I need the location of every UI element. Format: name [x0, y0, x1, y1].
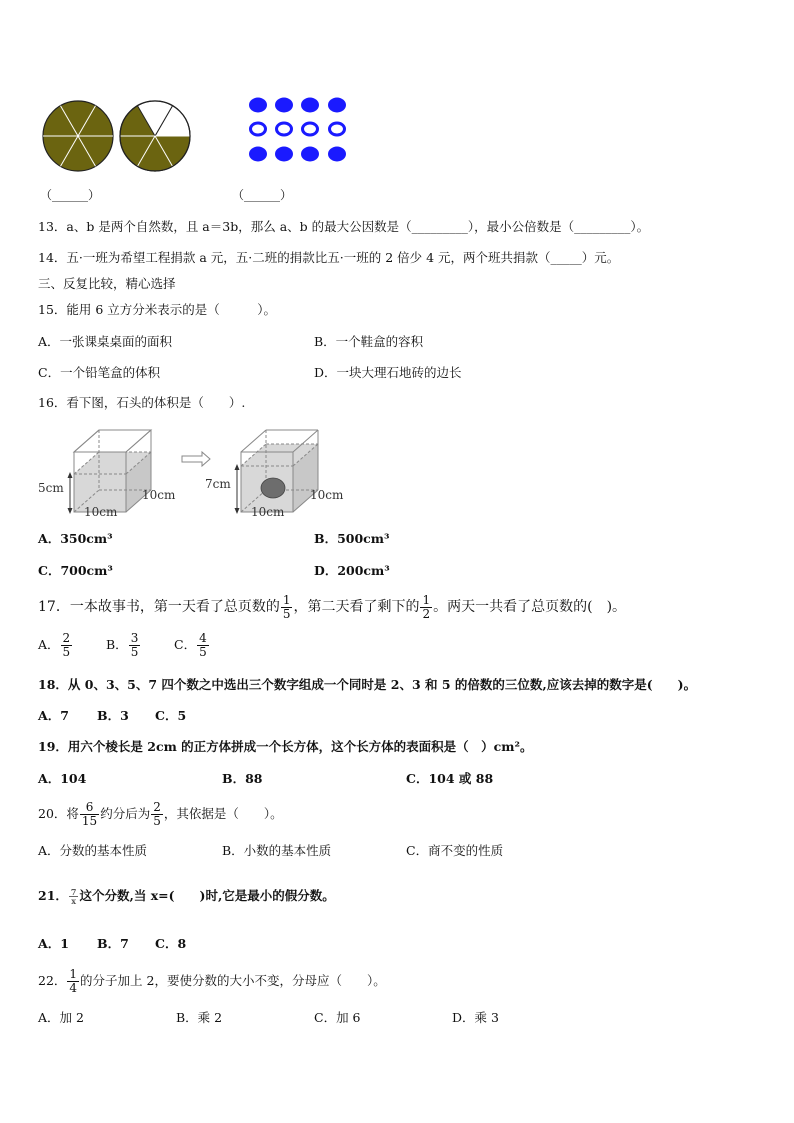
denominator: 2 — [422, 606, 431, 621]
option-a[interactable]: A．7 — [38, 708, 69, 723]
denominator: 5 — [62, 645, 71, 659]
question-14 — [38, 250, 619, 266]
question-22 — [38, 964, 386, 998]
question-text: 约分后为 — [100, 806, 151, 821]
tank2-depth-label: 10cm — [310, 488, 344, 502]
option-b[interactable]: B．一个鞋盒的容积 — [314, 334, 424, 349]
question-number: 21． — [38, 888, 68, 903]
transition-arrow — [182, 452, 210, 466]
question-text: 从 0、3、5、7 四个数之中选出三个数字组成一个同时是 2、3 和 5 的倍数的三位数,应该去掉的数字是( )。 — [67, 677, 697, 692]
dot — [275, 98, 293, 113]
question-18 — [38, 677, 696, 693]
question-number: 17． — [38, 599, 70, 615]
dot — [275, 147, 293, 162]
ring — [330, 123, 345, 135]
option-a[interactable]: A．加 2 — [38, 1010, 84, 1025]
option-label: B． — [106, 637, 128, 652]
option-d[interactable]: D．乘 3 — [452, 1010, 499, 1025]
section-heading: 三、反复比较，精心选择 — [38, 276, 176, 291]
question-number: 18． — [38, 677, 68, 692]
option-a[interactable]: A．104 — [38, 771, 87, 786]
tank2-height-label: 7cm — [205, 477, 231, 491]
numerator: 6 — [85, 800, 94, 814]
option-b[interactable]: B．88 — [222, 771, 263, 786]
tank2-width-label: 10cm — [251, 505, 285, 519]
question-text: ，其依据是（ ）。 — [163, 806, 283, 821]
numerator: 2 — [62, 631, 71, 645]
question-number: 16． — [38, 395, 67, 410]
question-text: 用六个棱长是 2cm 的正方体拼成一个长方体，这个长方体的表面积是（ ）cm²。 — [67, 739, 533, 754]
ring — [277, 123, 292, 135]
tank1-height-label: 5cm — [38, 481, 64, 495]
option-b[interactable] — [106, 630, 141, 660]
denominator: 5 — [282, 606, 291, 621]
question-text: 的分子加上 2，要使分数的大小不变，分母应（ ）。 — [80, 973, 386, 988]
option-b[interactable]: B．7 — [97, 936, 129, 951]
question-15 — [38, 302, 276, 318]
question-number: 20． — [38, 806, 67, 821]
question-text: ，第二天看了剩下的 — [293, 599, 420, 615]
option-c[interactable]: C．8 — [155, 936, 187, 951]
question-16 — [38, 395, 245, 411]
question-text: 看下图，石头的体积是（ ）. — [66, 395, 246, 410]
fraction — [420, 594, 432, 621]
question-text: 一本故事书，第一天看了总页数的 — [69, 599, 280, 615]
numerator: 1 — [69, 967, 78, 981]
question-text: 能用 6 立方分米表示的是（ ）。 — [66, 302, 277, 317]
question-number: 13． — [38, 219, 67, 234]
fraction — [129, 632, 141, 659]
denominator: 4 — [69, 981, 78, 995]
option-c[interactable]: C．104 或 88 — [406, 771, 494, 786]
question-13 — [38, 219, 649, 235]
option-a[interactable]: A．350cm³ — [38, 531, 113, 546]
dot — [328, 98, 346, 113]
option-label: A． — [38, 637, 60, 652]
option-c[interactable]: C．加 6 — [314, 1010, 361, 1025]
option-a[interactable] — [38, 630, 73, 660]
option-label: C． — [174, 637, 197, 652]
denominator: 15 — [81, 814, 98, 828]
option-c[interactable]: C．一个铅笔盒的体积 — [38, 365, 161, 380]
fraction — [197, 632, 209, 659]
question-number: 15． — [38, 302, 67, 317]
question-20 — [38, 797, 283, 831]
fraction — [61, 632, 73, 659]
option-d[interactable]: D．200cm³ — [314, 563, 390, 578]
numerator: 4 — [199, 631, 207, 645]
denominator: 5 — [153, 814, 161, 828]
option-b[interactable]: B．3 — [97, 708, 129, 723]
ring — [251, 123, 266, 135]
question-number: 14． — [38, 250, 67, 265]
tank-before — [68, 430, 152, 514]
question-text: 五·一班为希望工程捐款 a 元，五·二班的捐款比五·一班的 2 倍少 4 元，两个班共捐款（_____）元。 — [66, 250, 620, 265]
fraction — [69, 888, 79, 905]
numerator: 2 — [153, 800, 161, 814]
ring — [303, 123, 318, 135]
fraction — [80, 801, 99, 828]
dot-grid-figure — [244, 94, 354, 166]
stone — [261, 478, 285, 498]
denominator: 5 — [199, 645, 207, 659]
option-a[interactable]: A．分数的基本性质 — [38, 843, 148, 858]
dot — [301, 147, 319, 162]
question-text: 将 — [66, 806, 79, 821]
caption-left: （______） — [40, 188, 101, 202]
question-text: 。两天一共看了总页数的( )。 — [433, 599, 627, 615]
denominator: x — [71, 896, 77, 906]
dot — [328, 147, 346, 162]
option-a[interactable]: A．1 — [38, 936, 69, 951]
option-d[interactable]: D．一块大理石地砖的边长 — [314, 365, 462, 380]
option-c[interactable] — [174, 630, 210, 660]
question-number: 19． — [38, 739, 68, 754]
dot — [249, 147, 267, 162]
caption-right: （______） — [232, 188, 293, 202]
numerator: 1 — [282, 592, 291, 607]
option-b[interactable]: B．小数的基本性质 — [222, 843, 332, 858]
dot — [249, 98, 267, 113]
fraction — [151, 801, 163, 828]
numerator: 7 — [70, 887, 77, 897]
fraction — [67, 968, 79, 995]
numerator: 3 — [130, 631, 139, 645]
fraction — [281, 594, 293, 621]
question-17 — [38, 592, 626, 622]
pie-full — [43, 101, 113, 171]
question-21 — [38, 884, 335, 908]
tank1-width-label: 10cm — [84, 505, 118, 519]
option-c[interactable]: C．5 — [155, 708, 187, 723]
question-number: 22． — [38, 973, 67, 988]
question-19 — [38, 739, 532, 755]
dot — [301, 98, 319, 113]
pie-partial — [120, 101, 190, 171]
water-tank-figure — [36, 422, 356, 522]
option-a[interactable]: A．一张课桌桌面的面积 — [38, 334, 173, 349]
tank1-depth-label: 10cm — [142, 488, 176, 502]
question-text: a、b 是两个自然数，且 a＝3b，那么 a、b 的最大公因数是（_________），最小公倍数是（_________）。 — [66, 219, 650, 234]
tank-after — [235, 430, 319, 514]
numerator: 1 — [422, 592, 431, 607]
option-c[interactable]: C．700cm³ — [38, 563, 113, 578]
option-b[interactable]: B．乘 2 — [176, 1010, 223, 1025]
option-b[interactable]: B．500cm³ — [314, 531, 390, 546]
question-text: 这个分数,当 x=( )时,它是最小的假分数。 — [79, 888, 335, 903]
option-c[interactable]: C．商不变的性质 — [406, 843, 504, 858]
pie-figures — [40, 96, 195, 176]
denominator: 5 — [130, 645, 139, 659]
